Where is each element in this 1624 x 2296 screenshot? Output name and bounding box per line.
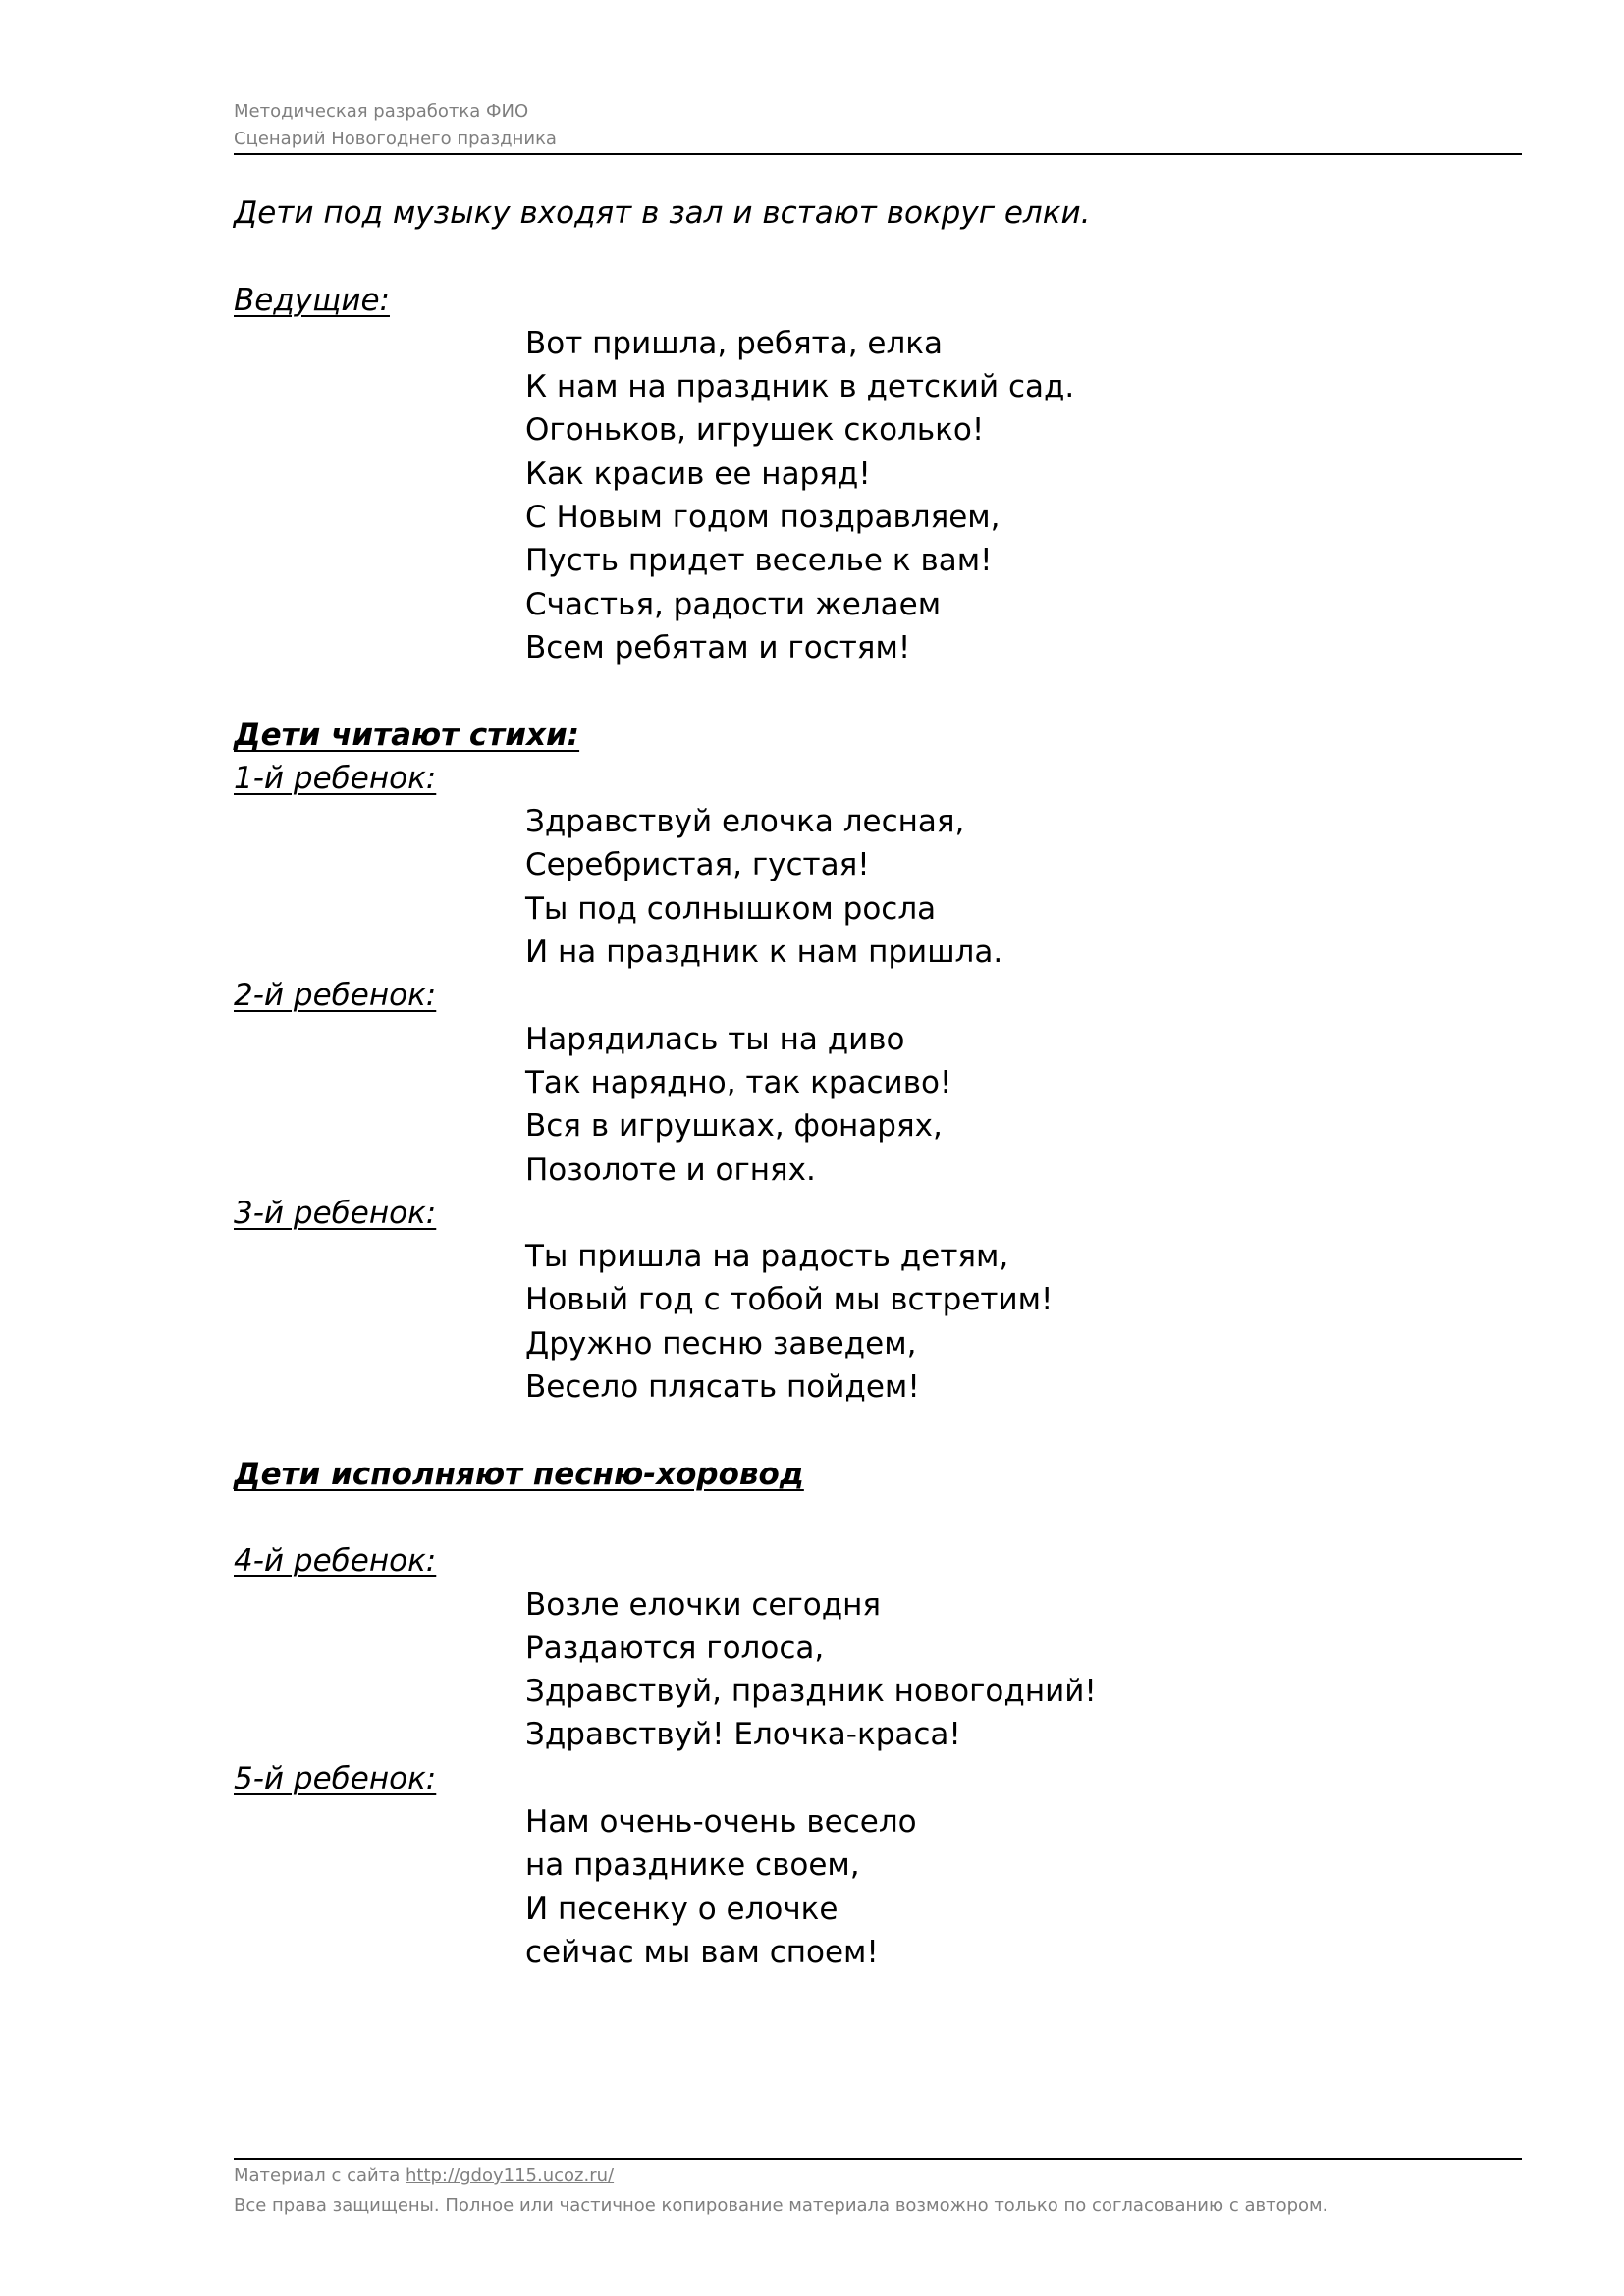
speaker-label: 2-й ребенок: — [234, 978, 437, 1014]
verse-line: И песенку о елочке — [525, 1891, 839, 1927]
verse-line: К нам на праздник в детский сад. — [525, 369, 1075, 405]
footer-copyright: Все права защищены. Полное или частичное копирование материала возможно только по согласованию с автором. — [234, 2195, 1328, 2216]
verse-line: Как красив ее наряд! — [525, 455, 871, 492]
spacer — [234, 235, 1522, 278]
page-footer — [234, 2162, 1522, 2220]
verse-line: Новый год с тобой мы встретим! — [525, 1282, 1054, 1318]
verse-line: Здравствуй! Елочка-краса! — [525, 1717, 961, 1753]
spacer — [234, 1409, 1522, 1452]
speaker-label: Ведущие: — [234, 282, 390, 318]
verse-line: С Новым годом поздравляем, — [525, 500, 1001, 536]
verse-line: Так нарядно, так красиво! — [525, 1064, 952, 1100]
footer-source-prefix: Материал с сайта — [234, 2165, 406, 2186]
verse-line: Ты пришла на радость детям, — [525, 1239, 1009, 1275]
verse-line: Дружно песню заведем, — [525, 1325, 917, 1362]
spacer — [234, 669, 1522, 713]
source-link[interactable]: http://gdoy115.ucoz.ru/ — [405, 2165, 615, 2186]
stage-direction: Дети под музыку входят в зал и встают вокруг елки. — [234, 195, 1091, 231]
verse-line: И на праздник к нам пришла. — [525, 934, 1003, 971]
section-heading: Дети читают стихи: — [234, 717, 580, 753]
verse-line: Ты под солнышком росла — [525, 890, 937, 927]
speaker-label: 4-й ребенок: — [234, 1543, 437, 1579]
verse-line: Весело плясать пойдем! — [525, 1369, 920, 1406]
song-heading-row — [234, 1453, 1522, 1496]
verse-line: Нарядилась ты на диво — [525, 1021, 905, 1057]
child3-speaker-row — [234, 1192, 1522, 1235]
footer-divider — [234, 2158, 1522, 2160]
header-title: Сценарий Новогоднего праздника — [234, 129, 557, 149]
verse-line: Здравствуй, праздник новогодний! — [525, 1674, 1097, 1710]
verse-line: сейчас мы вам споем! — [525, 1934, 879, 1970]
speaker-label: 3-й ребенок: — [234, 1195, 437, 1231]
speaker-label: 1-й ребенок: — [234, 760, 437, 796]
section-heading: Дети исполняют песню-хоровод — [234, 1456, 804, 1492]
verse-line: Раздаются голоса, — [525, 1629, 825, 1666]
header-divider — [234, 153, 1522, 155]
page-header — [234, 98, 1522, 153]
verse-line: Вот пришла, ребята, елка — [525, 325, 944, 361]
verse-line: Позолоте и огнях. — [525, 1151, 816, 1188]
verse-line: Вся в игрушках, фонарях, — [525, 1108, 943, 1145]
script-body — [234, 191, 1522, 1974]
verse-line: Счастья, радости желаем — [525, 586, 942, 622]
verse-line: на празднике своем, — [525, 1847, 860, 1884]
child2-speaker-row — [234, 974, 1522, 1017]
speaker-label: 5-й ребенок: — [234, 1760, 437, 1796]
footer-source — [234, 2162, 1522, 2191]
verse-line: Нам очень-очень весело — [525, 1803, 917, 1840]
hosts-speaker-row — [234, 279, 1522, 322]
verse-line: Огоньков, игрушек сколько! — [525, 412, 985, 449]
verse-line: Пусть придет веселье к вам! — [525, 543, 993, 579]
verse-line: Здравствуй елочка лесная, — [525, 804, 965, 840]
header-author: Методическая разработка ФИО — [234, 101, 529, 122]
child4-speaker-row — [234, 1539, 1522, 1582]
child5-speaker-row — [234, 1757, 1522, 1800]
child1-speaker-row — [234, 757, 1522, 800]
verse-line: Серебристая, густая! — [525, 847, 870, 883]
verse-line: Всем ребятам и гостям! — [525, 629, 911, 666]
verse-line: Возле елочки сегодня — [525, 1586, 882, 1623]
poems-heading-row — [234, 714, 1522, 757]
spacer — [234, 1496, 1522, 1539]
